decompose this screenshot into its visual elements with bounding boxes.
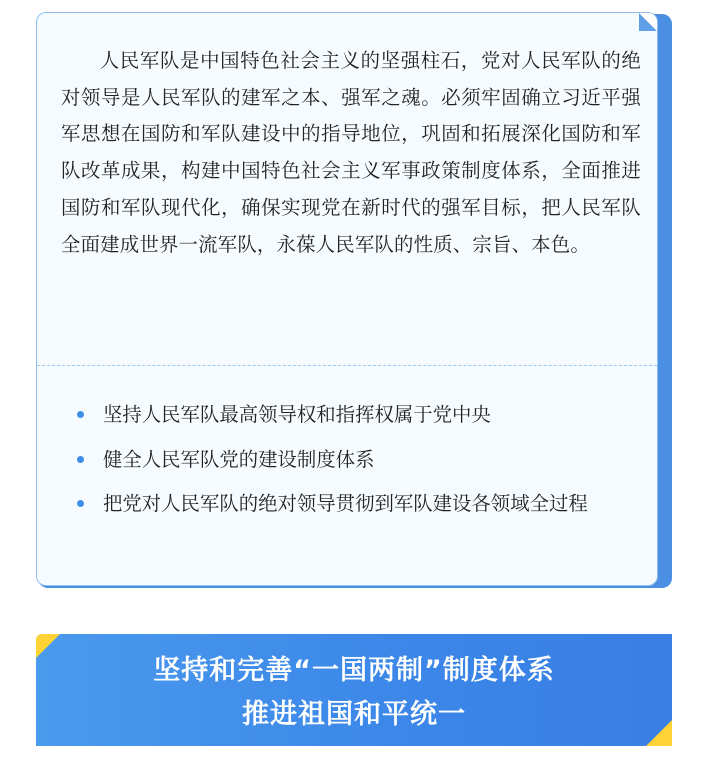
dashed-divider [37, 365, 657, 366]
list-item [61, 482, 651, 527]
bullet-list [61, 393, 651, 527]
list-item-text: 坚持人民军队最高领导权和指挥权属于党中央 [103, 403, 491, 426]
bullet-dot-icon [77, 500, 84, 507]
banner-title-line1: 坚持和完善“一国两制”制度体系 [153, 655, 555, 686]
list-item-text: 把党对人民军队的绝对领导贯彻到军队建设各领域全过程 [103, 492, 588, 515]
content-card [36, 12, 658, 586]
list-item [61, 438, 651, 483]
bullet-dot-icon [77, 456, 84, 463]
bullet-dot-icon [77, 411, 84, 418]
section-banner [36, 634, 672, 746]
list-item [61, 393, 651, 438]
main-paragraph: 人民军队是中国特色社会主义的坚强柱石，党对人民军队的绝对领导是人民军队的建军之本、强军之魂。必须牢固确立习近平强军思想在国防和军队建设中的指导地位，巩固和拓展深化国防和军队改革成果，构建中国特色社会主义军事政策制度体系，全面推进国防和军队现代化，确保实现党在新时代的强军目标，把人民军队全面建成世界一流军队，永葆人民军队的性质、宗旨、本色。 [61, 49, 641, 256]
banner-title-line2: 推进祖国和平统一 [242, 699, 466, 730]
list-item-text: 健全人民军队党的建设制度体系 [103, 447, 375, 471]
page-fold-cut [639, 13, 657, 31]
